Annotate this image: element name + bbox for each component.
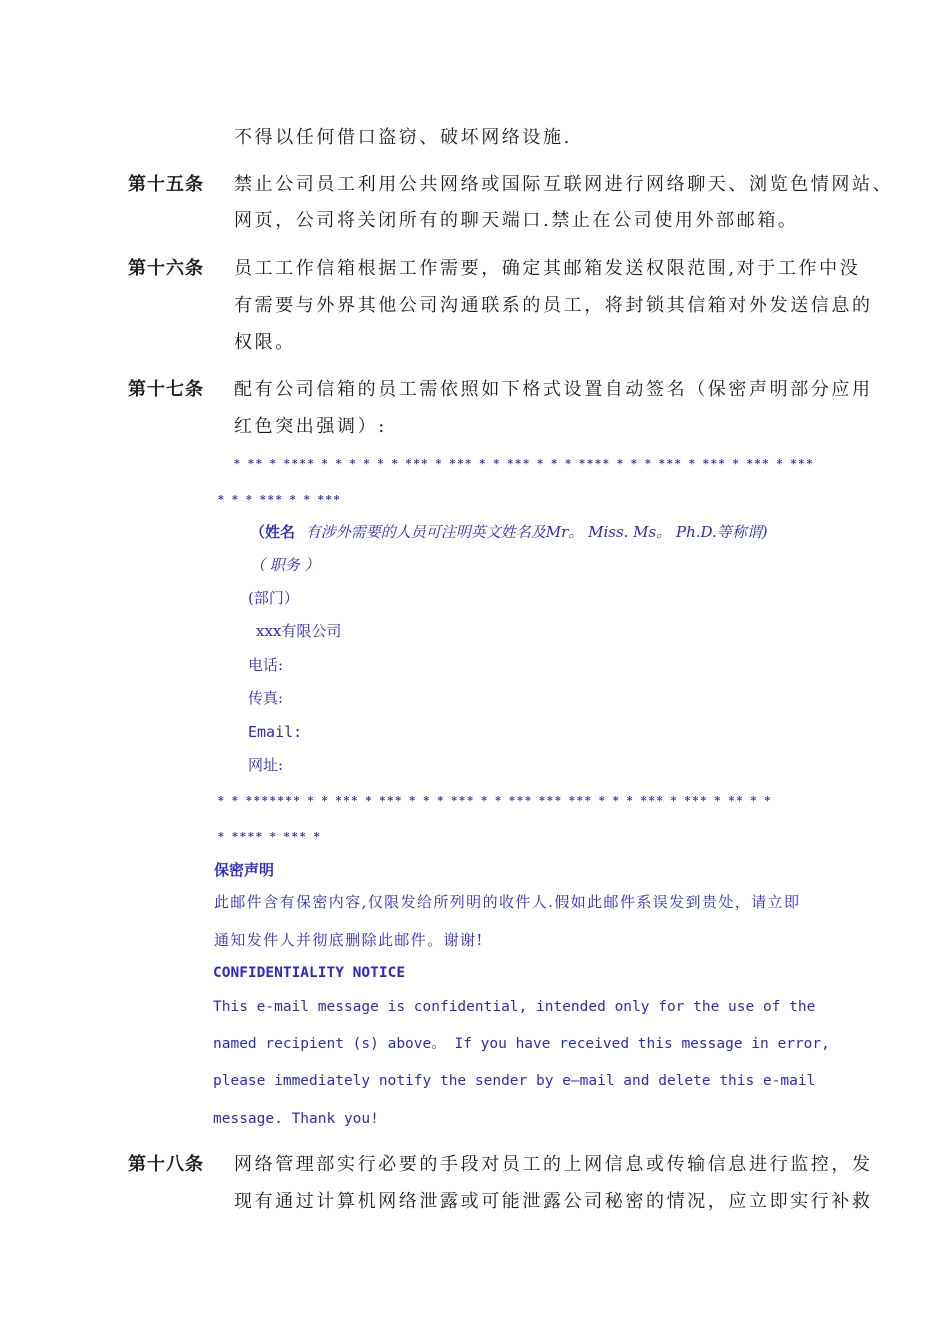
confidentiality-en-line-2: named recipient (s) above。 If you have received this message in error,: [213, 1036, 830, 1052]
article-16-line-2: 有需要与外界其他公司沟通联系的员工，将封锁其信箱对外发送信息的: [234, 295, 873, 316]
article-16-label: 第十六条: [128, 258, 204, 279]
article-17-line-1: 配有公司信箱的员工需依照如下格式设置自动签名（保密声明部分应用: [234, 379, 873, 400]
confidentiality-en-line-4: message. Thank you!: [213, 1111, 379, 1127]
signature-website: 网址:: [248, 756, 284, 774]
signature-fax: 传真:: [248, 689, 284, 707]
signature-department: (部门）: [248, 589, 299, 607]
signature-divider-top-1: * ** * **** * * * * * * *** * *** * * *** * * * **** * * * *** * *** * *** * ***: [234, 457, 815, 470]
signature-email: Email:: [248, 723, 303, 741]
signature-position: （ 职务 ）: [250, 556, 320, 574]
article-17-label: 第十七条: [128, 379, 204, 400]
confidentiality-en-line-1: This e-mail message is confidential, intended only for the use of the: [213, 999, 816, 1015]
confidentiality-cn-line-1: 此邮件含有保密内容,仅限发给所列明的收件人.假如此邮件系误发到贵处，请立即: [214, 893, 801, 911]
article-15-line-2: 网页，公司将关闭所有的聊天端口.禁止在公司使用外部邮箱。: [234, 210, 799, 231]
article-14-line-1: 不得以任何借口盗窃、破坏网络设施.: [234, 127, 572, 148]
signature-phone: 电话:: [248, 656, 284, 674]
signature-divider-bottom-1: * * ******* * * *** * *** * * * *** * * *** *** *** * * * *** * *** * ** * *: [218, 794, 773, 807]
article-16-line-1: 员工工作信箱根据工作需要，确定其邮箱发送权限范围,对于工作中没: [234, 258, 861, 279]
signature-name-line: [250, 523, 768, 541]
confidentiality-en-title: CONFIDENTIALITY NOTICE: [213, 965, 406, 981]
article-18-label: 第十八条: [128, 1154, 204, 1175]
signature-name-note: 有涉外需要的人员可注明英文姓名及Mr。 Miss. Ms。 Ph.D.等称谓): [305, 523, 768, 541]
confidentiality-cn-line-2: 通知发件人并彻底删除此邮件。谢谢!: [214, 931, 484, 949]
article-18-line-2: 现有通过计算机网络泄露或可能泄露公司秘密的情况，应立即实行补救: [234, 1191, 873, 1212]
article-15-label: 第十五条: [128, 174, 204, 195]
article-16-line-3: 权限。: [234, 332, 296, 353]
confidentiality-cn-title: 保密声明: [214, 861, 275, 879]
confidentiality-en-line-3: please immediately notify the sender by e—mail and delete this e-mail: [213, 1073, 816, 1089]
signature-name-label: （姓名: [250, 523, 296, 541]
signature-divider-bottom-2: * **** * *** *: [218, 830, 322, 843]
signature-divider-top-2: * * * *** * * ***: [218, 493, 342, 506]
article-15-line-1: 禁止公司员工利用公共网络或国际互联网进行网络聊天、浏览色情网站、: [234, 174, 894, 195]
article-17-line-2: 红色突出强调）:: [234, 416, 387, 437]
signature-company: xxx有限公司: [256, 622, 342, 640]
article-18-line-1: 网络管理部实行必要的手段对员工的上网信息或传输信息进行监控，发: [234, 1154, 873, 1175]
